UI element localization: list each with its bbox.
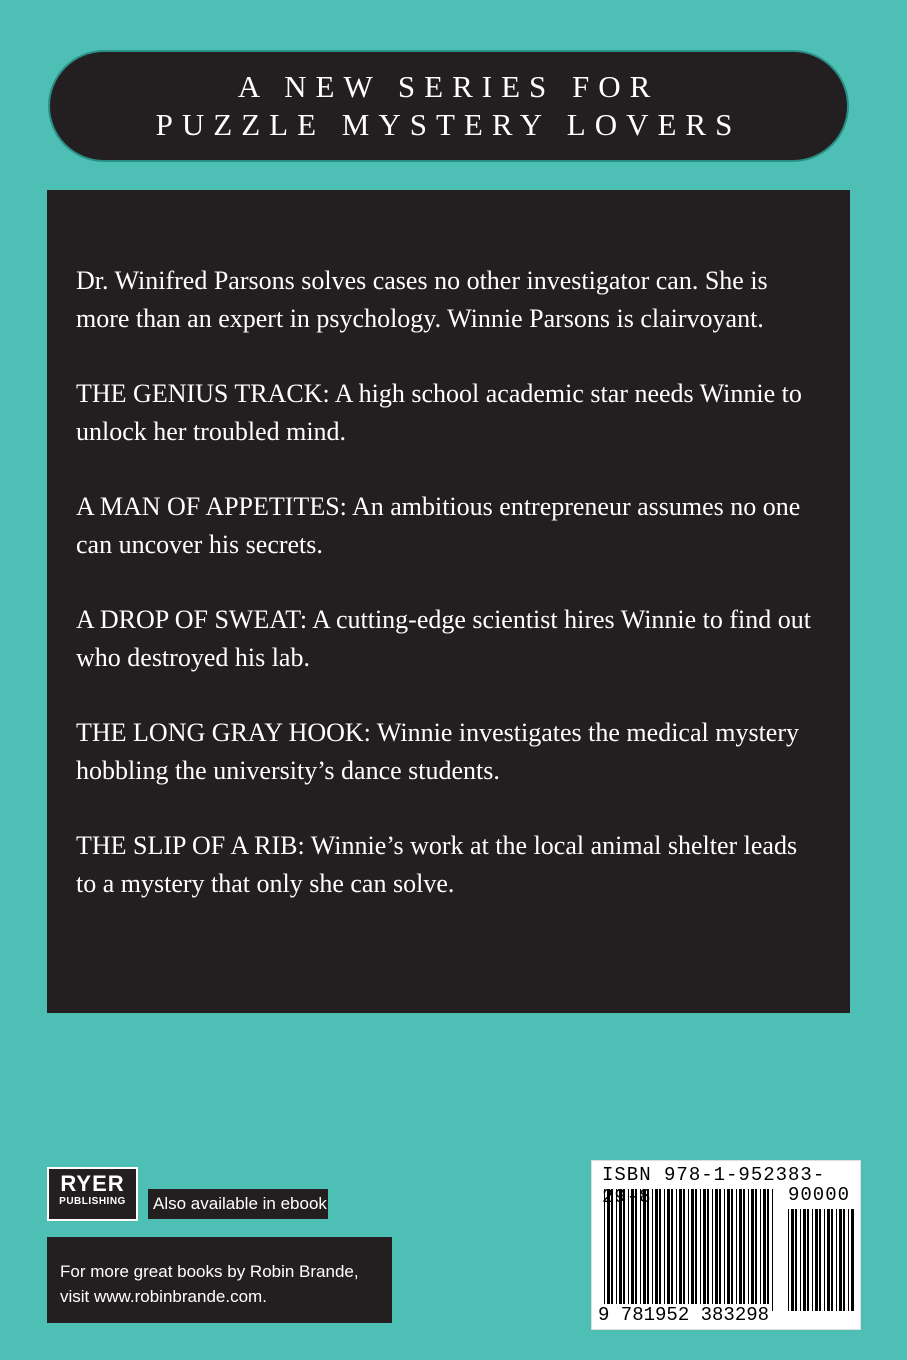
barcode-bar (803, 1209, 806, 1311)
barcode-bar (812, 1209, 813, 1311)
barcode-bar (819, 1209, 821, 1311)
barcode-number: 9 781952 383298 (598, 1304, 770, 1326)
barcode-bar (807, 1209, 809, 1311)
more-books-line-1: For more great books by Robin Brande, (60, 1262, 359, 1281)
barcode-bar (851, 1209, 854, 1311)
more-books-line-2: visit www.robinbrande.com. (60, 1287, 267, 1306)
barcode-bar (836, 1209, 837, 1311)
price-code: 90000 (788, 1184, 851, 1206)
blurb-slip-of-a-rib: THE SLIP OF A RIB: Winnie’s work at the local animal shelter leads to a mystery that only she can solve. (76, 831, 798, 898)
blurb-panel (47, 190, 850, 1013)
barcode-bar (831, 1209, 833, 1311)
publisher-logo (47, 1167, 138, 1221)
barcode-bar (800, 1209, 801, 1311)
barcode-bar (843, 1209, 845, 1311)
barcode-bar (795, 1209, 797, 1311)
barcode-bar (815, 1209, 818, 1311)
isbn-label: ISBN 978-1-952383-29-8 (602, 1164, 826, 1208)
barcode-bar (848, 1209, 849, 1311)
barcode-bar (839, 1209, 842, 1311)
series-banner (50, 52, 847, 160)
more-books-box (47, 1237, 392, 1323)
blurb-genius-track: THE GENIUS TRACK: A high school academic star needs Winnie to unlock her troubled mind. (76, 379, 802, 446)
blurb-intro: Dr. Winifred Parsons solves cases no other investigator can. She is more than an expert in psychology. Winnie Parsons is clairvoyant. (76, 266, 768, 333)
blurb-man-of-appetites: A MAN OF APPETITES: An ambitious entrepreneur assumes no one can uncover his secrets. (76, 492, 801, 559)
barcode-bar (791, 1209, 794, 1311)
blurb-drop-of-sweat: A DROP OF SWEAT: A cutting-edge scientist hires Winnie to find out who destroyed his lab. (76, 605, 812, 672)
publisher-subtitle: PUBLISHING (59, 1196, 126, 1207)
publisher-name: RYER (60, 1171, 125, 1196)
isbn-barcode (591, 1160, 861, 1330)
barcode-bar (827, 1209, 830, 1311)
blurb-long-gray-hook: THE LONG GRAY HOOK: Winnie investigates the medical mystery hobbling the university’s dance students. (76, 718, 799, 785)
barcode-bar (788, 1209, 789, 1311)
ebook-note: Also available in ebook (148, 1189, 328, 1219)
banner-line-2: PUZZLE MYSTERY LOVERS (155, 107, 742, 142)
barcode-bar (824, 1209, 825, 1311)
banner-line-1: A NEW SERIES FOR (237, 69, 660, 104)
